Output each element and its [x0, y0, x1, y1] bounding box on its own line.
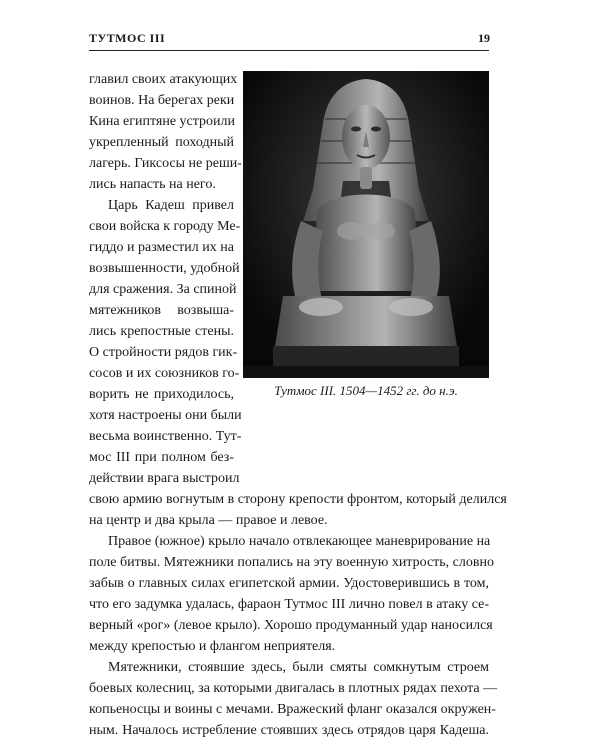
page-number: 19 [478, 31, 490, 45]
column-line: укрепленный походный [89, 135, 234, 150]
body-line: ным. Началось истребление стоявших здесь отрядов царя Кадеша. [89, 723, 489, 738]
body-line: между крепостью и флангом неприятеля. [89, 639, 336, 654]
column-line: гиддо и разместил их на [89, 240, 234, 255]
column-line: возвышенности, удобной [89, 261, 240, 276]
column-line: хотя настроены они были [89, 408, 242, 423]
column-line: действии врага выстроил [89, 471, 240, 486]
column-line: главил своих атакующих [89, 72, 238, 87]
body-line: забыв о главных силах египетской армии. Удостоверившись в том, [89, 576, 489, 591]
body-line: копьеносцы и воины с мечами. Вражеский фланг оказался окружен- [89, 702, 496, 717]
running-header-title: ТУТМОС III [89, 31, 166, 45]
body-line: боевых колесниц, за которыми двигалась в плотных рядах пехота — [89, 681, 498, 696]
column-line: лагерь. Гиксосы не реши- [89, 156, 242, 171]
body-line: поле битвы. Мятежники попались на эту военную хитрость, словно [89, 555, 494, 570]
column-line: воинов. На берегах реки [89, 93, 235, 108]
column-line: лись крепостные стены. [89, 324, 234, 339]
body-line: верный «рог» (левое крыло). Хорошо продуманный удар наносился [89, 618, 493, 633]
column-line: для сражения. За спиной [89, 282, 237, 297]
figure-caption: Тутмос III. 1504—1452 гг. до н.э. [274, 383, 458, 398]
column-line: Царь Кадеш привел [108, 198, 234, 213]
body-line: Правое (южное) крыло начало отвлекающее маневрирование на [108, 534, 491, 549]
statue-illustration [243, 71, 489, 378]
body-line: на центр и два крыла — правое и левое. [89, 513, 328, 528]
column-line: сосов и их союзников го- [89, 366, 240, 381]
column-line: весьма воинственно. Тут- [89, 429, 242, 444]
column-line: лись напасть на него. [89, 177, 216, 192]
column-line: свои войска к городу Ме- [89, 219, 241, 234]
column-line: Кина египтяне устроили [89, 114, 236, 129]
column-line: мятежников возвыша- [89, 303, 234, 318]
header-divider [89, 50, 489, 51]
column-line: ворить не приходилось, [89, 387, 234, 402]
body-line: Мятежники, стоявшие здесь, были смяты сомкнутым строем [108, 660, 489, 675]
column-line: О стройности рядов гик- [89, 345, 238, 360]
body-line: что его задумка удалась, фараон Тутмос III лично повел в атаку се- [89, 597, 489, 612]
body-line: свою армию вогнутым в сторону крепости фронтом, который делился [89, 492, 507, 507]
pharaoh-statue-photo [243, 71, 489, 378]
column-line: мос III при полном без- [89, 450, 234, 465]
